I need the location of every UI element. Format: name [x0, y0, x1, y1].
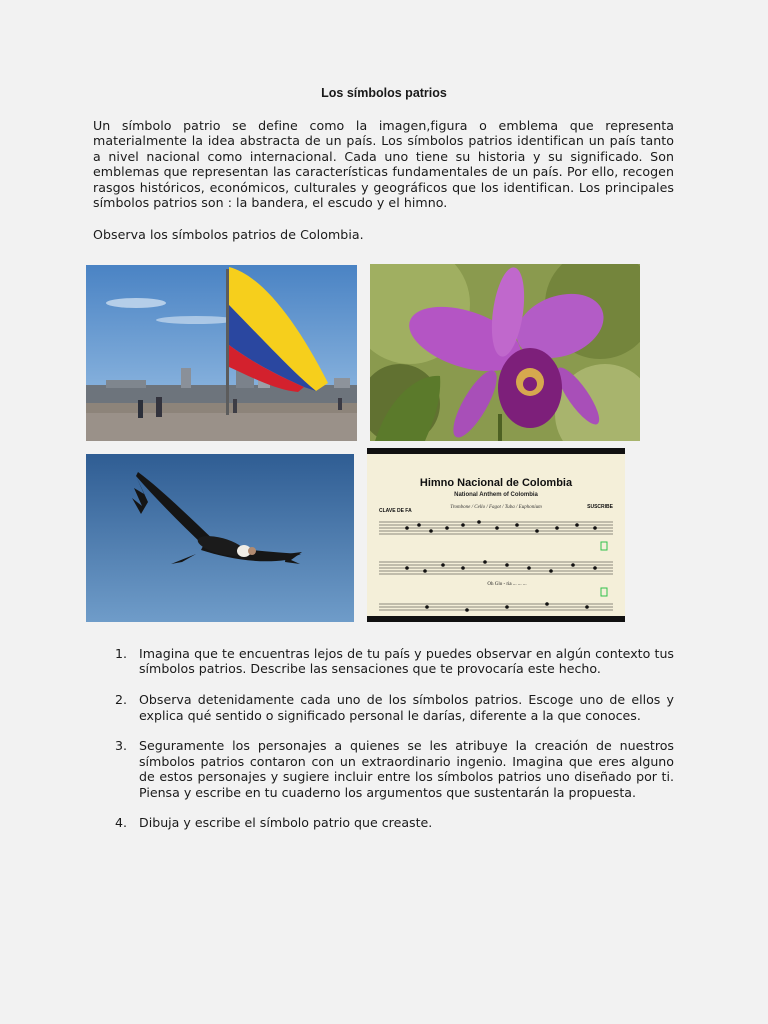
- task-list: [93, 646, 674, 846]
- list-item-text: Observa detenidamente cada uno de los símbolos patrios. Escoge uno de ellos y explica qué sentido o significado personal le darías, diferente a la que conoces.: [139, 692, 674, 723]
- list-item-text: Seguramente los personajes a quienes se les atribuye la creación de nuestros símbolos patrios contaron con un extraordinario ingenio. Imagina que eres alguno de estos personajes y sugiere incluir entre los símbolos patrios uno diseñado por ti. Piensa y escribe en tu cuaderno los argumentos que sustentarán la propuesta.: [139, 738, 674, 800]
- observe-paragraph: Observa los símbolos patrios de Colombia.: [93, 227, 364, 242]
- list-item: [93, 646, 674, 677]
- list-item: [93, 692, 674, 723]
- list-item-text: Dibuja y escribe el símbolo patrio que creaste.: [139, 815, 433, 831]
- list-item: [93, 815, 674, 830]
- list-item-text: Imagina que te encuentras lejos de tu país y puedes observar en algún contexto tus símbolos patrios. Describe las sensaciones que te provocaría este hecho.: [139, 646, 674, 677]
- list-item-number: 3.: [115, 738, 128, 754]
- subscribe-label: SUSCRIBE: [587, 504, 613, 510]
- page-title: Los símbolos patrios: [321, 86, 447, 100]
- anthem-lyric: Oh Glo - ria ... ... ...: [487, 582, 527, 587]
- anthem-sheet-image: [367, 448, 625, 622]
- orchid-photo: [370, 264, 640, 441]
- clef-label: CLAVE DE FA: [379, 508, 412, 514]
- list-item-number: 2.: [115, 692, 128, 708]
- list-item-number: 1.: [115, 646, 128, 661]
- list-item: [93, 738, 674, 800]
- anthem-instruments: Trombone / Cello / Fagot / Tuba / Euphonium: [450, 505, 542, 510]
- condor-photo: [86, 454, 354, 622]
- anthem-subtitle: National Anthem of Colombia: [454, 492, 538, 498]
- intro-paragraph: Un símbolo patrio se define como la imagen,figura o emblema que representa materialmente la idea abstracta de un país. Los símbolos patrios identifican un país tanto a nivel nacional como internacional. Cada uno tiene su historia y su significado. Son emblemas que representan las características fundamentales de un país. Por ello, recogen rasgos históricos, económicos, culturales y geográficos que los identifican. Los principales símbolos patrios son : la bandera, el escudo y el himno.: [93, 118, 674, 211]
- flag-photo: [86, 265, 357, 441]
- list-item-number: 4.: [115, 815, 128, 831]
- anthem-title: Himno Nacional de Colombia: [419, 477, 573, 489]
